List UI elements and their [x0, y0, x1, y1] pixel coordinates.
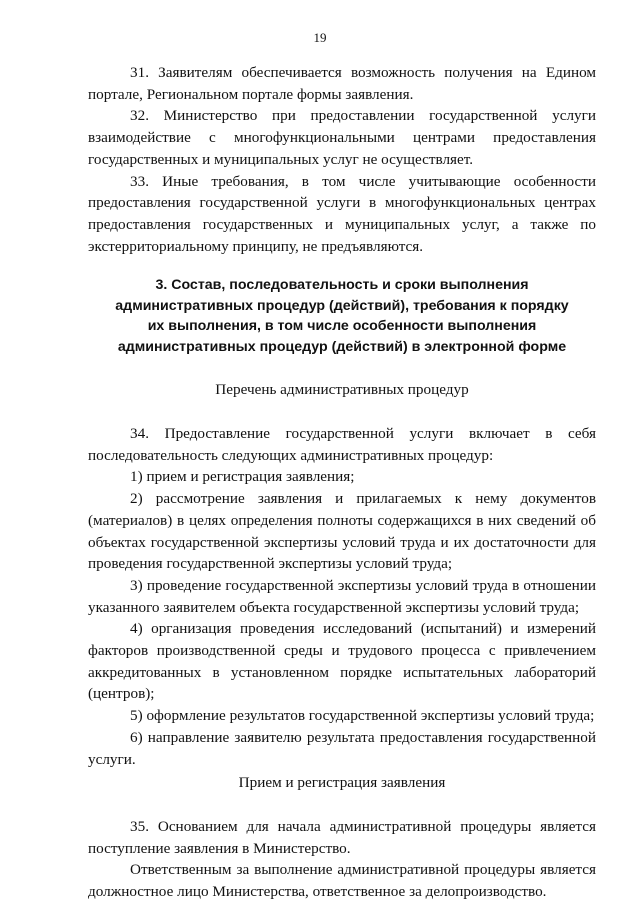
section-heading-line: административных процедур (действий), требования к порядку — [115, 297, 569, 314]
paragraph-responsible: Ответственным за выполнение административной процедуры является должностное лицо Министерства, ответственное за делопроизводство. — [88, 861, 596, 901]
section-heading — [88, 275, 596, 357]
page-number: 19 — [313, 30, 327, 45]
subheading-reception: Прием и регистрация заявления — [238, 774, 446, 792]
section-heading-line: их выполнения, в том числе особенности выполнения — [147, 318, 537, 335]
list-item: 4) организация проведения исследований (испытаний) и измерений факторов производственной среды и трудового процесса с привлечением аккредитованных в установленном порядке испытательных лабораторий (центров); — [88, 620, 596, 703]
paragraph-33: 33. Иные требования, в том числе учитывающие особенности предоставления государственной услуги в многофункциональных центрах предоставления государственных и муниципальных услуг, а также по экстерриториальному принципу, не предъявляются. — [88, 172, 596, 255]
paragraph-34: 34. Предоставление государственной услуги включает в себя последовательность следующих административных процедур: — [88, 425, 596, 464]
list-item: 6) направление заявителю результата предоставления государственной услуги. — [88, 728, 596, 768]
section-heading-line: административных процедур (действий) в электронной форме — [117, 338, 567, 355]
list-item: 3) проведение государственной экспертизы условий труда в отношении указанного заявителем объекта государственной экспертизы условий труда; — [88, 576, 596, 616]
list-item: 2) рассмотрение заявления и прилагаемых к нему документов (материалов) в целях определения полноты содержащихся в них сведений об объектах государственной экспертизы условий труда и их достаточности для проведения государственной экспертизы условий труда; — [88, 490, 596, 573]
paragraph-32: 32. Министерство при предоставлении государственной услуги взаимодействие с многофункциональными центрами предоставления государственных и муниципальных услуг не осуществляет. — [88, 107, 596, 168]
paragraph-31: 31. Заявителям обеспечивается возможность получения на Едином портале, Региональном портале формы заявления. — [88, 64, 596, 103]
subheading-procedures-list: Перечень административных процедур — [215, 381, 469, 399]
paragraph-35: 35. Основанием для начала административной процедуры является поступление заявления в Министерство. — [88, 817, 596, 857]
document-body — [88, 62, 596, 903]
section-heading-line: 3. Состав, последовательность и сроки выполнения — [155, 277, 529, 294]
list-item: 5) оформление результатов государственной экспертизы условий труда; — [130, 707, 595, 725]
list-item: 1) прием и регистрация заявления; — [130, 468, 355, 486]
